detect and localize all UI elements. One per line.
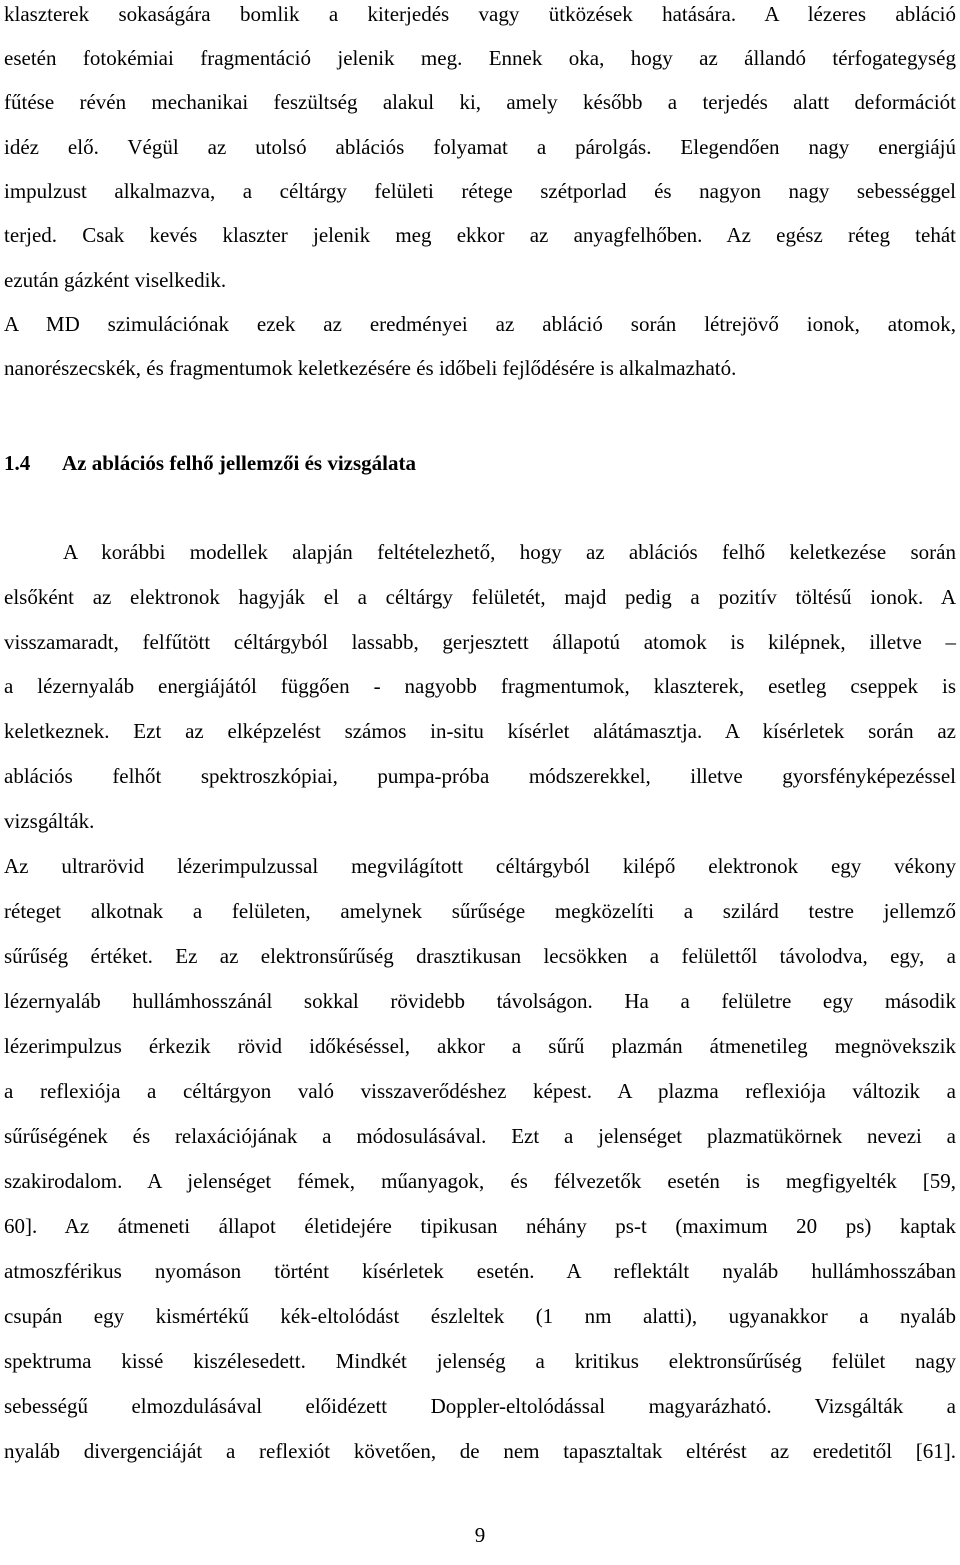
text-line: A korábbi modellek alapján feltételezhető, hogy az ablációs felhő keletkezése során xyxy=(63,540,956,564)
text-line: esetén fotokémiai fragmentáció jelenik meg. Ennek oka, hogy az állandó térfogategység xyxy=(4,46,956,70)
text-line: a lézernyaláb energiájától függően - nagyobb fragmentumok, klaszterek, esetleg cseppek is xyxy=(4,674,956,698)
text-line: a reflexiója a céltárgyon való visszaverődéshez képest. A plazma reflexiója változik a xyxy=(4,1079,956,1103)
text-line: lézernyaláb hullámhosszánál sokkal rövidebb távolságon. Ha a felületre egy második xyxy=(4,989,956,1013)
text-line: atmoszférikus nyomáson történt kísérletek esetén. A reflektált nyaláb hullámhosszában xyxy=(4,1259,956,1283)
text-line: keletkeznek. Ezt az elképzelést számos in-situ kísérlet alátámasztja. A kísérletek során az xyxy=(4,719,956,743)
text-line: szakirodalom. A jelenséget fémek, műanyagok, és félvezetők esetén is megfigyelték [59, xyxy=(4,1169,956,1193)
text-line: terjed. Csak kevés klaszter jelenik meg ekkor az anyagfelhőben. Az egész réteg tehát xyxy=(4,223,956,247)
text-line: A MD szimulációnak ezek az eredményei az abláció során létrejövő ionok, atomok, xyxy=(4,312,956,336)
text-line: ezután gázként viselkedik. xyxy=(4,268,227,292)
text-line: fűtése révén mechanikai feszültség alakul ki, amely később a terjedés alatt deformációt xyxy=(4,90,956,114)
text-line: spektruma kissé kiszélesedett. Mindkét jelenség a kritikus elektronsűrűség felület nagy xyxy=(4,1349,956,1373)
section-number: 1.4 xyxy=(4,451,31,475)
text-line: sűrűség értéket. Ez az elektronsűrűség drasztikusan lecsökken a felülettől távolodva, egy, a xyxy=(4,944,956,968)
text-line: nyaláb divergenciáját a reflexiót követően, de nem tapasztaltak eltérést az eredetitől [61]. xyxy=(4,1439,956,1463)
text-line: Az ultrarövid lézerimpulzussal megvilágított céltárgyból kilépő elektronok egy vékony xyxy=(4,854,956,878)
text-line: impulzust alkalmazva, a céltárgy felületi rétege szétporlad és nagyon nagy sebességgel xyxy=(4,179,956,203)
section-heading xyxy=(4,450,416,476)
text-line: lézerimpulzus érkezik rövid időkéséssel, akkor a sűrű plazmán átmenetileg megnövekszik xyxy=(4,1034,956,1058)
text-line: csupán egy kismértékű kék-eltolódást észleltek (1 nm alatti), ugyanakkor a nyaláb xyxy=(4,1304,956,1328)
section-title: Az ablációs felhő jellemzői és vizsgálata xyxy=(62,451,417,475)
page-number: 9 xyxy=(474,1523,486,1547)
text-line: idéz elő. Végül az utolsó ablációs folyamat a párolgás. Elegendően nagy energiájú xyxy=(4,135,956,159)
text-line: réteget alkotnak a felületen, amelynek sűrűsége megközelíti a szilárd testre jellemző xyxy=(4,899,956,923)
text-line: elsőként az elektronok hagyják el a céltárgy felületét, majd pedig a pozitív töltésű ionok. A xyxy=(4,585,956,609)
text-line: nanorészecskék, és fragmentumok keletkezésére és időbeli fejlődésére is alkalmazható. xyxy=(4,356,737,380)
text-line: vizsgálták. xyxy=(4,809,95,833)
text-line: sűrűségének és relaxációjának a módosulásával. Ezt a jelenséget plazmatükörnek nevezi a xyxy=(4,1124,956,1148)
text-line: sebességű elmozdulásával előidézett Doppler-eltolódással magyarázható. Vizsgálták a xyxy=(4,1394,956,1418)
text-line: ablációs felhőt spektroszkópiai, pumpa-próba módszerekkel, illetve gyorsfényképezéssel xyxy=(4,764,956,788)
text-line: klaszterek sokaságára bomlik a kiterjedés vagy ütközések hatására. A lézeres abláció xyxy=(4,2,956,26)
text-line: visszamaradt, felfűtött céltárgyból lassabb, gerjesztett állapotú atomok is kilépnek, illetve – xyxy=(4,630,956,654)
text-line: 60]. Az átmeneti állapot életidejére tipikusan néhány ps-t (maximum 20 ps) kaptak xyxy=(4,1214,956,1238)
